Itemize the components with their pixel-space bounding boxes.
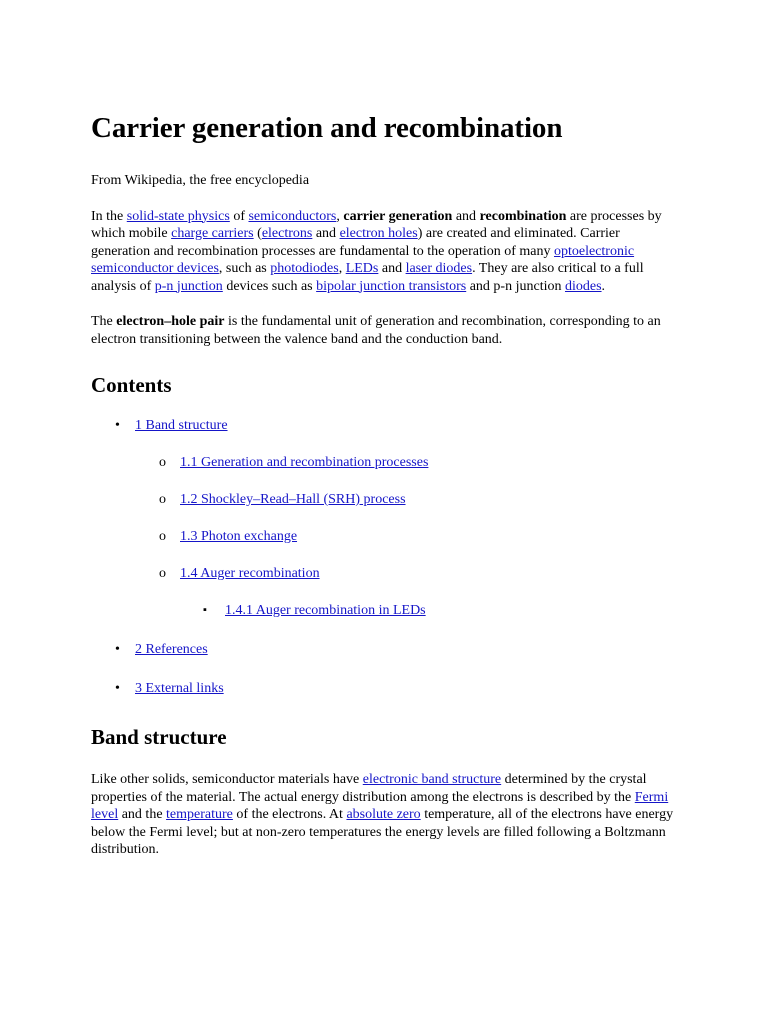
toc-link-references[interactable]: 2 References <box>135 642 208 657</box>
intro-text: of <box>229 208 249 224</box>
bullet-marker: • <box>115 418 120 433</box>
link-fermi-level[interactable]: Fermi level <box>91 789 669 822</box>
toc-link-generation-recombination[interactable]: 1.1 Generation and recombination processes <box>180 455 429 470</box>
para-text: The <box>91 314 117 329</box>
toc-item-auger-leds <box>91 602 679 619</box>
toc-link-photon-exchange[interactable]: 1.3 Photon exchange <box>180 529 298 544</box>
electron-hole-paragraph <box>91 313 679 348</box>
toc-link-external-links[interactable]: 3 External links <box>135 681 224 696</box>
circle-marker: o <box>159 492 166 507</box>
intro-text: , <box>336 208 344 224</box>
intro-text: devices such as <box>222 278 317 294</box>
link-charge-carriers[interactable]: charge carriers <box>171 226 254 241</box>
circle-marker: o <box>159 529 166 544</box>
link-optoelectronic[interactable]: optoelectronic <box>554 243 635 259</box>
band-text: Like other solids, semiconductor materials have <box>91 772 363 787</box>
band-text: and the <box>118 807 167 822</box>
band-structure-heading: Band structure <box>91 725 227 749</box>
link-electron-holes[interactable]: electron holes <box>339 226 418 241</box>
intro-text: are processes by which mobile <box>91 208 662 241</box>
band-text: determined by the crystal properties of the material. The actual energy distribution among the electrons is described by the <box>91 772 647 805</box>
link-photodiodes[interactable]: photodiodes <box>270 261 339 276</box>
toc-item-references <box>91 641 679 658</box>
toc-item-photon-exchange <box>91 528 679 545</box>
intro-text: . They are also critical to a full analysis of <box>91 261 644 294</box>
circle-marker: o <box>159 566 166 581</box>
intro-text: and <box>378 261 406 276</box>
link-temperature[interactable]: temperature <box>166 807 233 822</box>
intro-paragraph <box>91 208 679 296</box>
intro-text: ) are created and eliminated. Carrier generation and recombination processes are fundamental to the operation of many <box>91 226 620 259</box>
intro-text: and <box>452 208 480 224</box>
link-semiconductors[interactable]: semiconductors <box>248 208 337 224</box>
square-marker: ▪ <box>203 604 207 616</box>
para-text: is the fundamental unit of generation and recombination, corresponding to an electron transitioning between the valence band and the conduction band. <box>91 314 661 347</box>
link-semiconductor-devices[interactable]: semiconductor devices <box>91 261 219 276</box>
toc-item-auger-recombination <box>91 565 679 582</box>
bold-recombination: recombination <box>479 208 567 224</box>
link-electronic-band-structure[interactable]: electronic band structure <box>362 772 502 787</box>
band-structure-paragraph <box>91 771 679 859</box>
subtitle: From Wikipedia, the free encyclopedia <box>91 173 310 188</box>
circle-marker: o <box>159 455 166 470</box>
table-of-contents <box>91 417 679 697</box>
article-content <box>91 108 679 859</box>
bullet-marker: • <box>115 642 120 657</box>
page-title: Carrier generation and recombination <box>91 112 563 144</box>
link-p-n-junction[interactable]: p-n junction <box>154 278 223 294</box>
bold-electron-hole-pair: electron–hole pair <box>116 314 225 329</box>
toc-link-band-structure[interactable]: 1 Band structure <box>135 418 228 433</box>
intro-text: ( <box>253 226 262 241</box>
intro-text: . <box>601 278 606 294</box>
link-diodes[interactable]: diodes <box>564 278 602 294</box>
contents-heading: Contents <box>91 373 172 397</box>
toc-link-auger-recombination[interactable]: 1.4 Auger recombination <box>180 566 320 581</box>
toc-item-band-structure <box>91 417 679 434</box>
toc-link-srh-process[interactable]: 1.2 Shockley–Read–Hall (SRH) process <box>180 492 406 507</box>
link-leds[interactable]: LEDs <box>345 261 379 276</box>
band-text: of the electrons. At <box>232 807 347 822</box>
intro-text: , such as <box>218 261 271 276</box>
link-laser-diodes[interactable]: laser diodes <box>405 261 473 276</box>
band-text: temperature, all of the electrons have energy below the Fermi level; but at non-zero temperatures the energy levels are filled following a Boltzmann distribution. <box>91 807 674 857</box>
toc-item-external-links <box>91 680 679 697</box>
link-solid-state-physics[interactable]: solid-state physics <box>126 208 230 224</box>
link-electrons[interactable]: electrons <box>261 226 313 241</box>
bold-carrier-generation: carrier generation <box>343 208 453 224</box>
intro-text: In the <box>91 208 127 224</box>
bullet-marker: • <box>115 681 120 696</box>
toc-item-srh-process <box>91 491 679 508</box>
intro-text: , <box>338 261 346 276</box>
toc-item-generation-recombination <box>91 454 679 471</box>
toc-link-auger-leds[interactable]: 1.4.1 Auger recombination in LEDs <box>225 603 426 618</box>
link-absolute-zero[interactable]: absolute zero <box>346 807 421 822</box>
intro-text: and <box>312 226 340 241</box>
intro-text: and p-n junction <box>466 278 565 294</box>
link-bipolar-junction-transistors[interactable]: bipolar junction transistors <box>316 278 467 294</box>
